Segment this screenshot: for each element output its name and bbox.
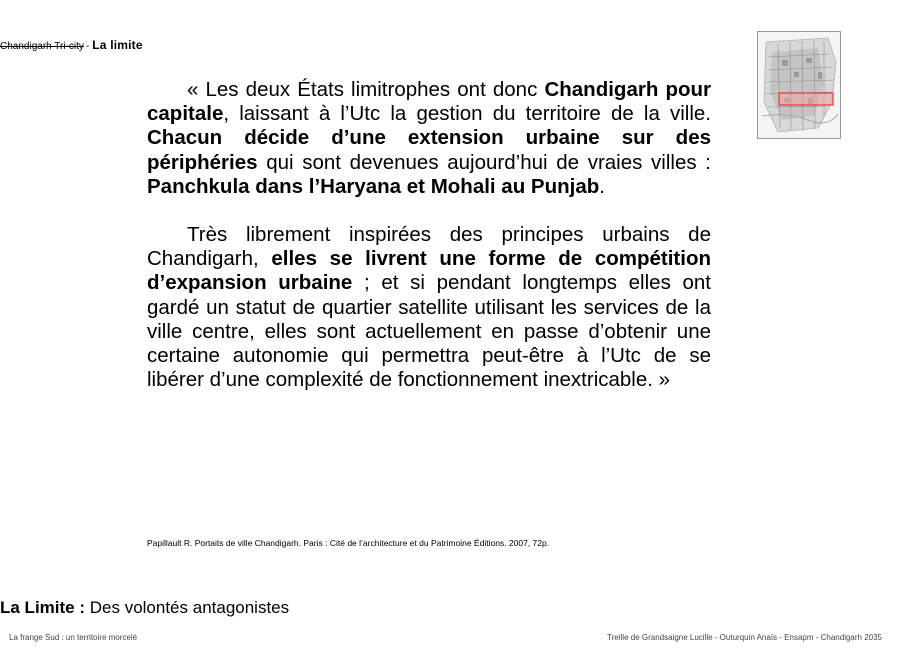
- breadcrumb-separator: -: [85, 41, 90, 52]
- quote-emphasis: Chacun décide d’une extension urbaine sur des périphéries: [147, 126, 711, 174]
- quote-text: qui sont devenues aujourd’hui de vraies villes :: [257, 150, 711, 174]
- quote-paragraph-2: [147, 223, 711, 392]
- breadcrumb: [0, 36, 143, 54]
- citation: Papillault R. Portaits de ville Chandigarh. Paris : Cité de l’architecture et du Patrimoine Éditions. 2007, 72p.: [147, 538, 550, 548]
- quote-paragraph-1: [147, 78, 711, 199]
- breadcrumb-previous: Chandigarh Tri-city: [0, 41, 84, 52]
- quote-text: .: [599, 174, 605, 198]
- footer-credits: Treille de Grandsaigne Lucille - Outurquin Anaïs - Ensapm - Chandigarh 2035: [607, 633, 882, 642]
- quote-text: Très librement inspirées des principes urbains de Chandigarh,: [147, 223, 711, 271]
- breadcrumb-current: La limite: [92, 38, 143, 52]
- quote-emphasis: elles se livrent une forme de compétition d’expansion urbaine: [147, 247, 711, 295]
- section-title-bold: La Limite :: [0, 598, 86, 617]
- quote-text: « Les deux États limitrophes ont donc: [187, 78, 545, 101]
- city-map-thumbnail: [757, 31, 841, 139]
- section-title-rest: Des volontés antagonistes: [85, 598, 290, 617]
- quote-text: ; et si pendant longtemps elles ont gardé un statut de quartier satellite utilisant les services de la ville centre, elles sont actuellement en passe d’obtenir une certaine autonomie qui permettra peut-être à l’Utc de se libérer d’une complexité de fonctionnement inextricable. »: [147, 271, 711, 392]
- quote-emphasis: Chandigarh pour capitale: [147, 78, 711, 126]
- footer-subtitle: La frange Sud : un territoire morcelé: [9, 633, 138, 642]
- quote-emphasis: Panchkula dans l’Haryana et Mohali au Punjab: [147, 174, 600, 198]
- map-illustration: [758, 32, 840, 138]
- quote-text: , laissant à l’Utc la gestion du territoire de la ville.: [223, 102, 711, 126]
- section-title: [0, 598, 289, 618]
- quote-body: [147, 78, 711, 392]
